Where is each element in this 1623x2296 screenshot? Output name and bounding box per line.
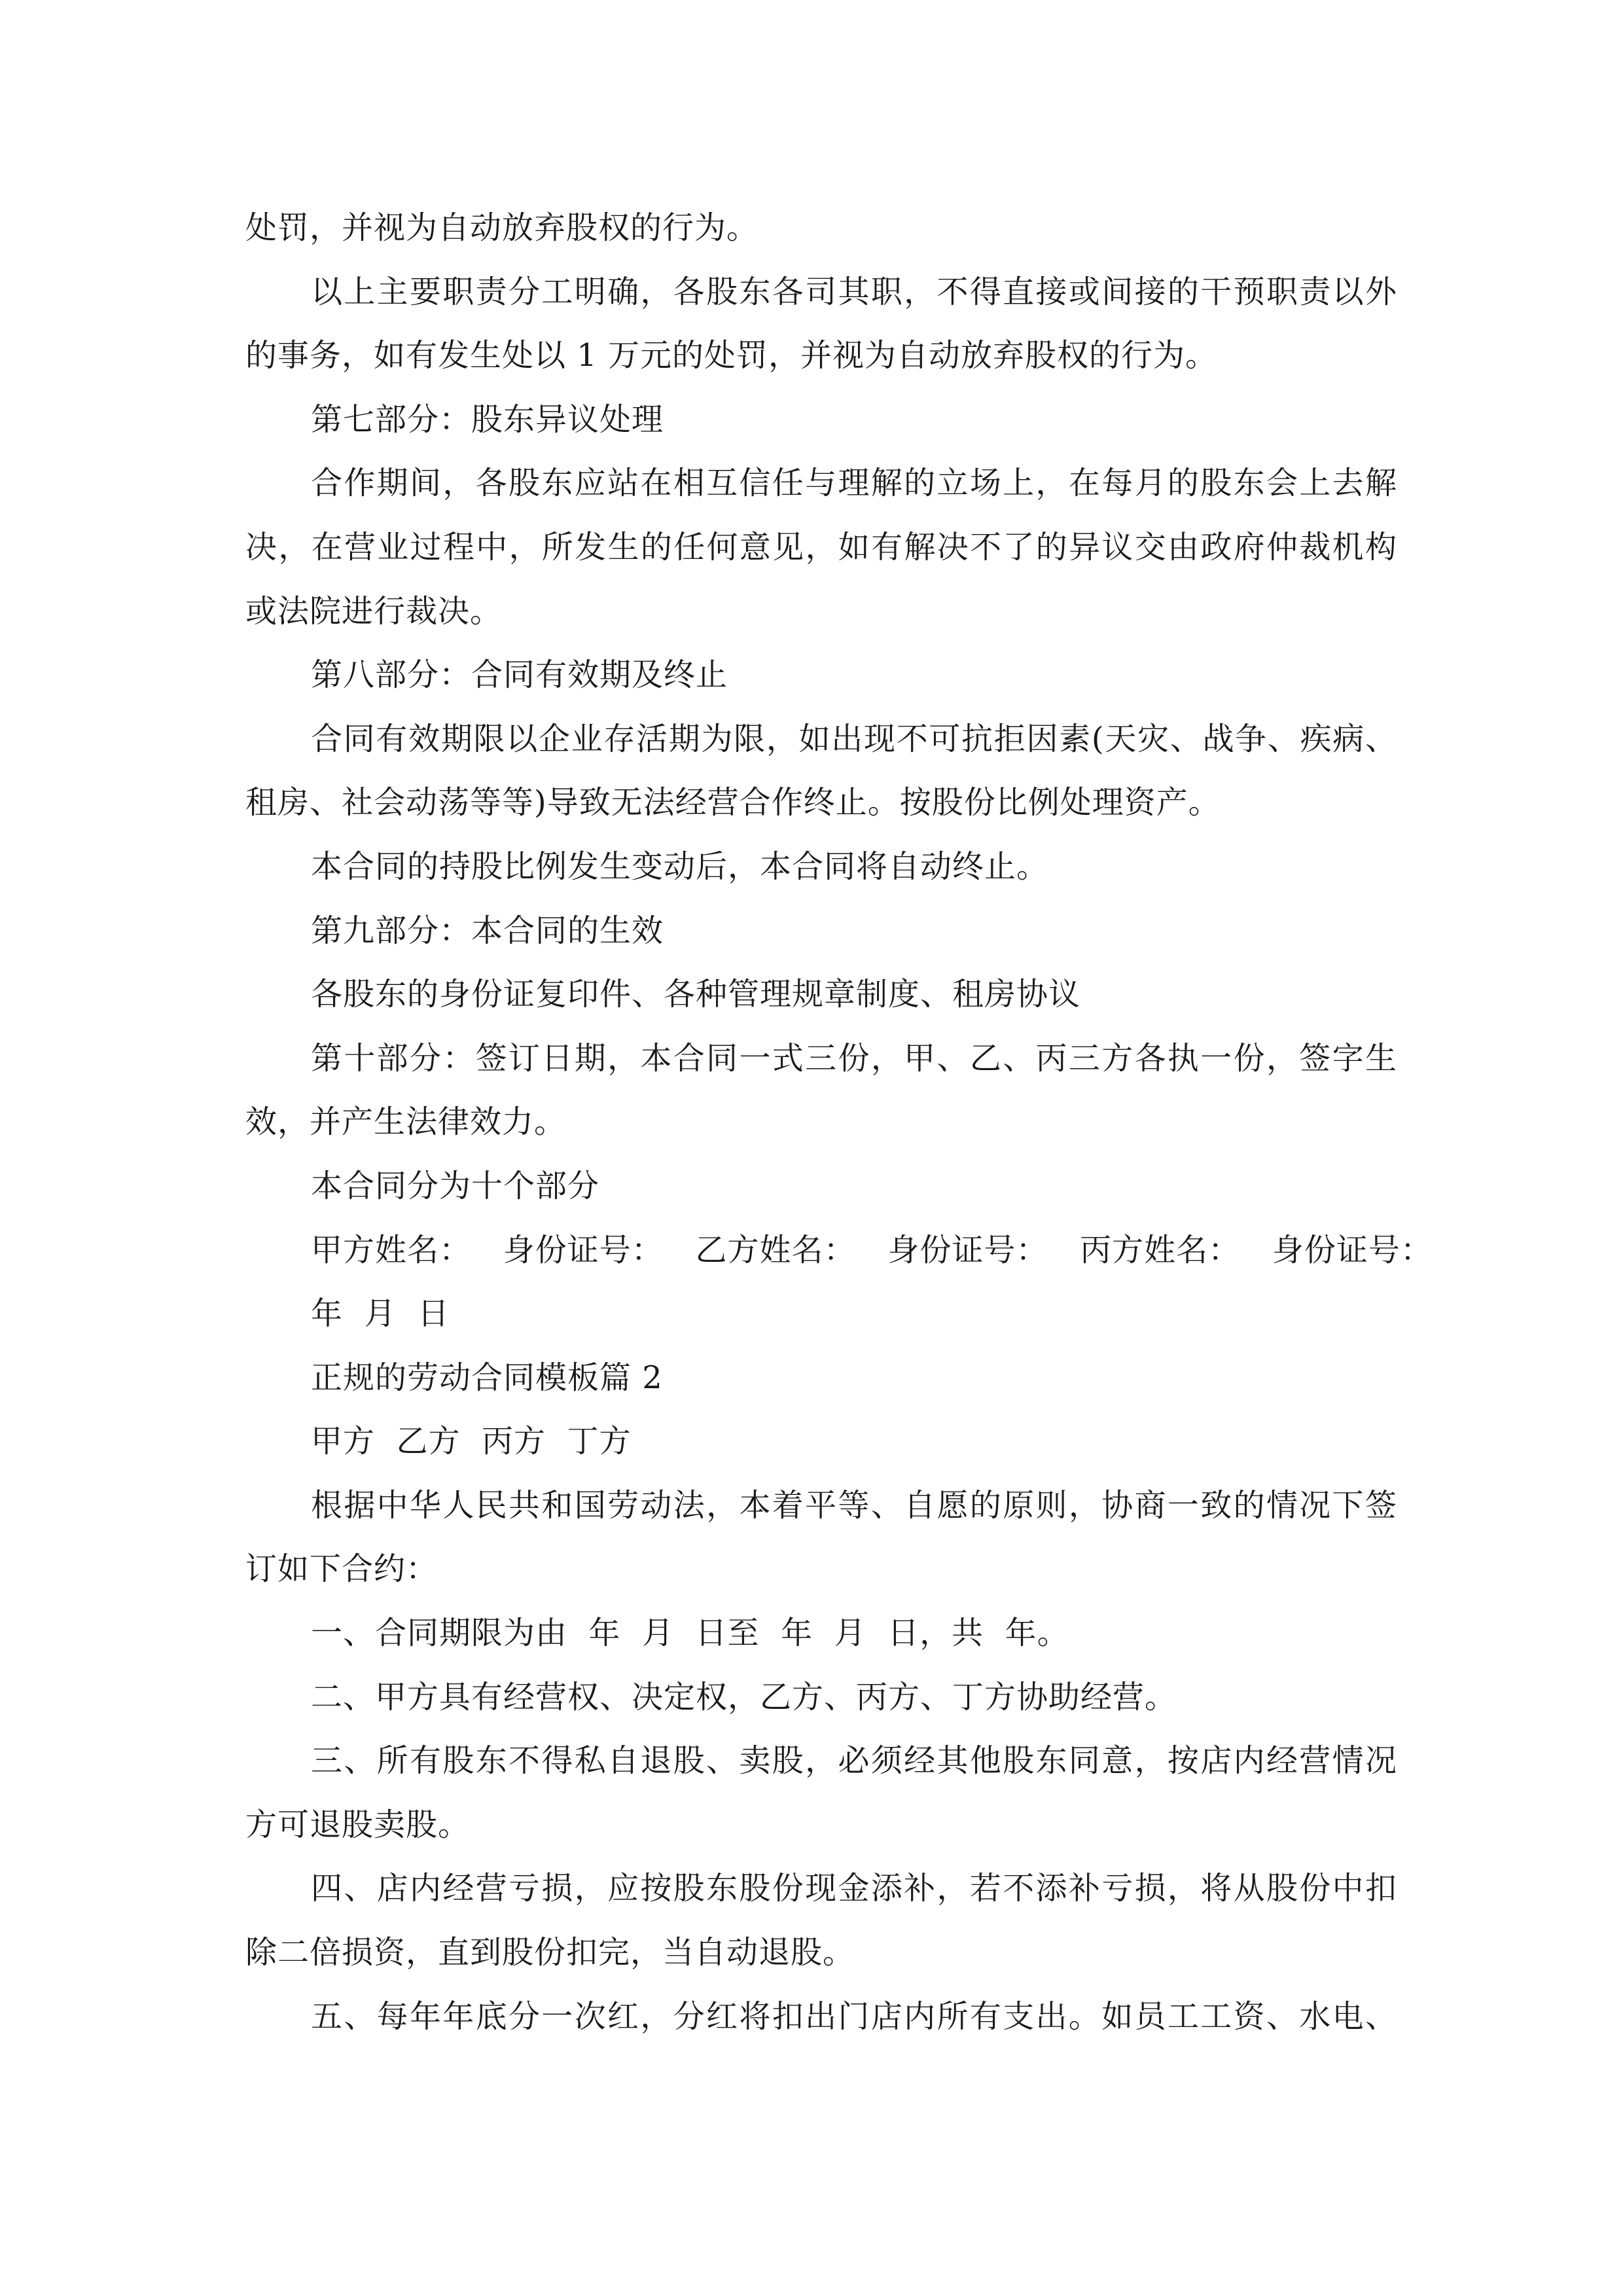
signature-fields-line: 甲方姓名： 身份证号： 乙方姓名： 身份证号： 丙方姓名： 身份证号： [311, 1231, 1433, 1268]
paragraph-line: 效，并产生法律效力。 [245, 1103, 567, 1141]
clause-line: 五、每年年底分一次红，分红将扣出门店内所有支出。如员工工资、水电、 [311, 1998, 1397, 2035]
clause-line: 三、所有股东不得私自退股、卖股，必须经其他股东同意，按店内经营情况 [311, 1742, 1397, 1780]
document-body [245, 196, 1433, 2049]
clause-line: 一、合同期限为由 年 月 日至 年 月 日，共 年。 [311, 1615, 1069, 1652]
section-heading: 第七部分：股东异议处理 [311, 401, 664, 438]
paragraph-line: 各股东的身份证复印件、各种管理规章制度、租房协议 [311, 976, 1081, 1013]
paragraph-line: 或法院进行裁决。 [245, 592, 503, 630]
clause-line: 二、甲方具有经营权、决定权，乙方、丙方、丁方协助经营。 [311, 1678, 1177, 1715]
paragraph-line: 订如下合约： [245, 1551, 438, 1588]
paragraph-line: 本合同分为十个部分 [311, 1167, 600, 1204]
parties-line: 甲方 乙方 丙方 丁方 [311, 1423, 632, 1460]
paragraph-line: 本合同的持股比例发生变动后，本合同将自动终止。 [311, 848, 1049, 885]
paragraph-line: 处罚，并视为自动放弃股权的行为。 [245, 209, 759, 246]
section-heading: 第八部分：合同有效期及终止 [311, 656, 728, 694]
clause-line: 四、店内经营亏损，应按股东股份现金添补，若不添补亏损，将从股份中扣 [311, 1870, 1397, 1907]
paragraph-line: 第十部分：签订日期，本合同一式三份，甲、乙、丙三方各执一份，签字生 [311, 1039, 1397, 1077]
paragraph-line: 根据中华人民共和国劳动法，本着平等、自愿的原则，协商一致的情况下签 [311, 1486, 1397, 1524]
document-subtitle: 正规的劳动合同模板篇 2 [311, 1359, 663, 1396]
paragraph-line: 合同有效期限以企业存活期为限，如出现不可抗拒因素(天灾、战争、疾病、 [311, 720, 1397, 757]
paragraph-line: 合作期间，各股东应站在相互信任与理解的立场上，在每月的股东会上去解 [311, 465, 1397, 502]
paragraph-line: 租房、社会动荡等等)导致无法经营合作终止。按股份比例处理资产。 [245, 784, 1221, 821]
clause-line: 方可退股卖股。 [245, 1806, 471, 1843]
paragraph-line: 决，在营业过程中，所发生的任何意见，如有解决不了的异议交由政府仲裁机构 [245, 528, 1397, 565]
paragraph-line: 的事务，如有发生处以 1 万元的处罚，并视为自动放弃股权的行为。 [245, 337, 1218, 374]
date-line: 年 月 日 [311, 1295, 450, 1333]
section-heading: 第九部分：本合同的生效 [311, 912, 664, 949]
clause-line: 除二倍损资，直到股份扣完，当自动退股。 [245, 1934, 855, 1971]
paragraph-line: 以上主要职责分工明确，各股东各司其职，不得直接或间接的干预职责以外 [311, 273, 1397, 310]
